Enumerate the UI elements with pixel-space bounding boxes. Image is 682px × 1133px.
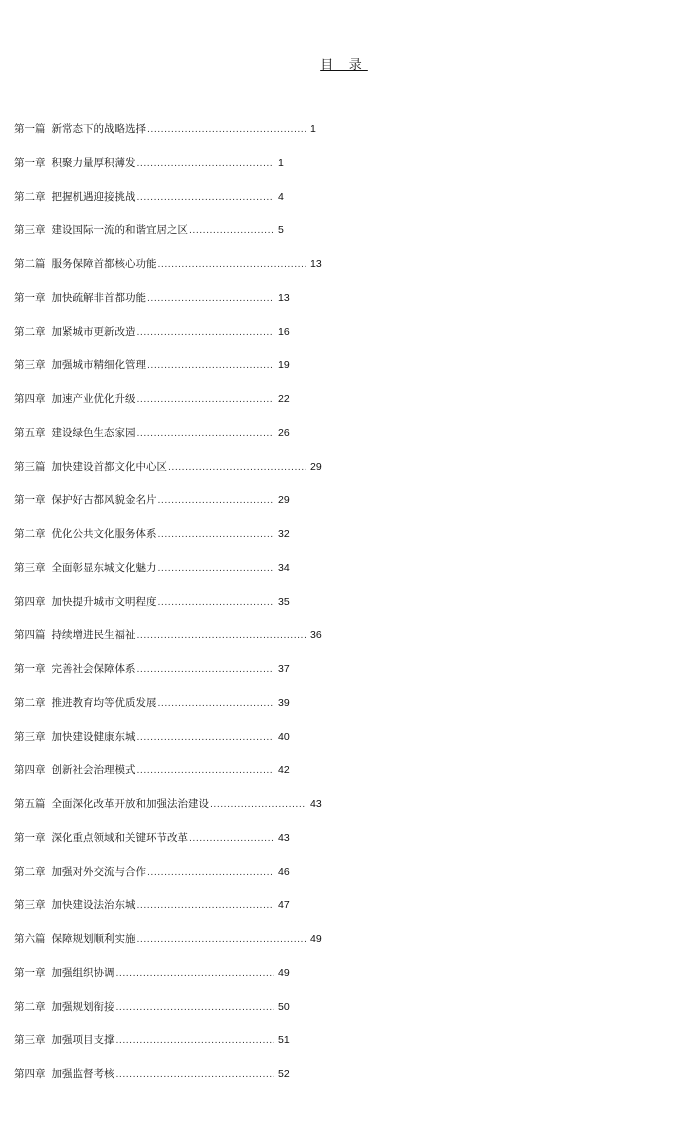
toc-chapter-entry[interactable] [14, 594, 322, 628]
toc-entry-label [14, 256, 306, 271]
toc-entry-page: 49 [278, 966, 290, 979]
toc-entry-page: 46 [278, 865, 290, 878]
toc-entry-number: 第二章 [14, 190, 46, 203]
toc-entry-text: 新常态下的战略选择 [51, 123, 146, 135]
dot-leader [116, 967, 275, 979]
toc-chapter-entry[interactable] [14, 830, 322, 864]
toc-entry-number: 第三章 [14, 1034, 46, 1047]
toc-entry-label [14, 189, 274, 204]
toc-entry-text: 加快建设健康东城 [51, 730, 136, 743]
toc-entry-text: 服务保障首都核心功能 [51, 258, 157, 270]
toc-entry-number: 第二章 [14, 528, 46, 540]
toc-entry-number: 第一章 [14, 156, 46, 169]
toc-part-entry[interactable] [14, 459, 322, 493]
toc-chapter-entry[interactable] [14, 155, 322, 189]
dot-leader [158, 258, 307, 270]
dot-leader [116, 1068, 275, 1080]
dot-leader [116, 1034, 275, 1046]
dot-leader [147, 123, 306, 135]
toc-entry-text: 加强监督考核 [51, 1068, 115, 1080]
toc-entry-page: 1 [278, 156, 284, 169]
toc-chapter-entry[interactable] [14, 492, 322, 526]
toc-entry-text: 加速产业优化升级 [51, 393, 136, 405]
toc-entry-page: 52 [278, 1068, 290, 1080]
toc-entry-page: 49 [310, 933, 322, 945]
toc-entry-number: 第一章 [14, 291, 46, 304]
toc-entry-label [14, 155, 274, 170]
toc-chapter-entry[interactable] [14, 391, 322, 425]
toc-entry-page: 32 [278, 528, 290, 540]
toc-entry-label [14, 594, 274, 609]
toc-entry-page: 29 [310, 460, 322, 473]
toc-entry-page: 29 [278, 494, 290, 507]
toc-entry-label [14, 1066, 274, 1081]
toc-entry-number: 第三章 [14, 730, 46, 743]
toc-entry-number: 第三章 [14, 561, 46, 574]
toc-entry-text: 加强组织协调 [51, 966, 115, 979]
dot-leader [116, 1001, 275, 1013]
toc-entry-page: 47 [278, 899, 290, 912]
toc-entry-page: 35 [278, 595, 290, 608]
dot-leader [137, 899, 275, 911]
toc-entry-text: 加快建设法治东城 [51, 899, 136, 912]
toc-entry-text: 积聚力量厚积薄发 [51, 156, 136, 169]
toc-chapter-entry[interactable] [14, 324, 322, 358]
toc-entry-page: 34 [278, 561, 290, 574]
toc-entry-page: 19 [278, 359, 290, 372]
toc-chapter-entry[interactable] [14, 695, 322, 729]
dot-leader [147, 866, 274, 878]
toc-entry-page: 13 [278, 291, 290, 304]
toc-entry-text: 全面深化改革开放和加强法治建设 [51, 798, 209, 810]
dot-leader [137, 933, 307, 945]
toc-entry-label [14, 965, 274, 980]
toc-entry-label [14, 1032, 274, 1047]
dot-leader [137, 731, 275, 743]
toc-entry-number: 第一章 [14, 663, 46, 675]
toc-entry-text: 推进教育均等优质发展 [51, 696, 157, 709]
toc-entry-page: 51 [278, 1034, 290, 1047]
toc-chapter-entry[interactable] [14, 897, 322, 931]
toc-entry-number: 第二章 [14, 325, 46, 338]
toc-entry-label [14, 864, 274, 879]
toc-entry-page: 26 [278, 426, 290, 439]
toc-entry-number: 第三章 [14, 899, 46, 912]
dot-leader [158, 494, 275, 506]
toc-entry-label [14, 627, 306, 642]
toc-part-entry[interactable] [14, 796, 322, 830]
toc-entry-label [14, 222, 274, 237]
toc-entry-text: 把握机遇迎接挑战 [51, 190, 136, 203]
toc-chapter-entry[interactable] [14, 965, 322, 999]
toc-entry-label [14, 830, 274, 845]
toc-entry-page: 4 [278, 190, 284, 203]
toc-entry-label [14, 695, 274, 710]
dot-leader [158, 562, 275, 574]
dot-leader [168, 461, 306, 473]
toc-entry-number: 第五章 [14, 426, 46, 439]
toc-entry-label [14, 290, 274, 305]
toc-entry-page: 50 [278, 1000, 290, 1013]
toc-chapter-entry[interactable] [14, 357, 322, 391]
toc-entry-number: 第三章 [14, 224, 46, 237]
toc-entry-text: 保护好古都风貌金名片 [51, 494, 157, 507]
table-of-contents [14, 121, 322, 1100]
dot-leader [137, 629, 307, 641]
dot-leader [137, 157, 275, 169]
toc-entry-text: 加强规划衔接 [51, 1000, 115, 1013]
toc-entry-label [14, 762, 274, 777]
toc-part-entry[interactable] [14, 256, 322, 290]
toc-chapter-entry[interactable] [14, 222, 322, 256]
toc-entry-page: 43 [278, 831, 290, 844]
toc-entry-label [14, 526, 274, 541]
toc-entry-label [14, 796, 306, 811]
toc-entry-number: 第一章 [14, 966, 46, 979]
toc-entry-number: 第二篇 [14, 258, 46, 270]
toc-entry-text: 完善社会保障体系 [51, 663, 136, 675]
toc-entry-number: 第四章 [14, 393, 46, 405]
toc-entry-page: 16 [278, 325, 290, 338]
dot-leader [137, 326, 275, 338]
toc-entry-label [14, 999, 274, 1014]
toc-entry-page: 42 [278, 764, 290, 777]
dot-leader [158, 697, 275, 709]
toc-entry-number: 第一章 [14, 494, 46, 507]
toc-chapter-entry[interactable] [14, 1066, 322, 1100]
dot-leader [147, 359, 274, 371]
toc-chapter-entry[interactable] [14, 762, 322, 796]
dot-leader [137, 764, 275, 776]
toc-entry-text: 建设绿色生态家园 [51, 426, 136, 439]
toc-entry-label [14, 324, 274, 339]
toc-entry-page: 5 [278, 224, 284, 237]
toc-entry-number: 第三章 [14, 359, 46, 372]
toc-entry-page: 13 [310, 258, 322, 270]
toc-entry-page: 39 [278, 696, 290, 709]
toc-entry-number: 第三篇 [14, 460, 46, 473]
toc-entry-page: 36 [310, 629, 322, 642]
toc-entry-label [14, 357, 274, 372]
toc-entry-text: 加强对外交流与合作 [51, 865, 146, 878]
toc-entry-number: 第四章 [14, 764, 46, 777]
toc-chapter-entry[interactable] [14, 999, 322, 1033]
toc-entry-text: 保障规划顺利实施 [51, 933, 136, 945]
toc-chapter-entry[interactable] [14, 189, 322, 223]
dot-leader [137, 427, 275, 439]
toc-entry-page: 22 [278, 393, 290, 405]
toc-entry-label [14, 459, 306, 474]
toc-chapter-entry[interactable] [14, 560, 322, 594]
dot-leader [137, 191, 275, 203]
toc-entry-text: 加强城市精细化管理 [51, 359, 146, 372]
dot-leader [147, 292, 274, 304]
toc-entry-page: 37 [278, 663, 290, 675]
toc-entry-number: 第四章 [14, 595, 46, 608]
toc-entry-label [14, 391, 274, 406]
toc-chapter-entry[interactable] [14, 864, 322, 898]
toc-entry-page: 1 [310, 123, 316, 135]
toc-entry-text: 加快建设首都文化中心区 [51, 460, 167, 473]
toc-entry-label [14, 729, 274, 744]
toc-entry-text: 全面彰显东城文化魅力 [51, 561, 157, 574]
toc-entry-number: 第六篇 [14, 933, 46, 945]
toc-chapter-entry[interactable] [14, 425, 322, 459]
toc-chapter-entry[interactable] [14, 1032, 322, 1066]
toc-entry-text: 加紧城市更新改造 [51, 325, 136, 338]
toc-entry-label [14, 897, 274, 912]
toc-title: 目 录 [320, 57, 368, 72]
toc-entry-label [14, 492, 274, 507]
toc-entry-text: 创新社会治理模式 [51, 764, 136, 777]
toc-entry-label [14, 121, 306, 136]
dot-leader [137, 663, 275, 675]
dot-leader [189, 224, 274, 236]
dot-leader [137, 393, 275, 405]
toc-chapter-entry[interactable] [14, 729, 322, 763]
toc-entry-number: 第二章 [14, 696, 46, 709]
toc-entry-text: 持续增进民生福祉 [51, 629, 136, 642]
toc-entry-number: 第一篇 [14, 123, 46, 135]
toc-entry-number: 第四章 [14, 1068, 46, 1080]
toc-entry-number: 第五篇 [14, 798, 46, 810]
toc-entry-number: 第一章 [14, 831, 46, 844]
toc-entry-text: 加快疏解非首都功能 [51, 291, 146, 304]
toc-chapter-entry[interactable] [14, 526, 322, 560]
toc-entry-text: 建设国际一流的和谐宜居之区 [51, 224, 188, 237]
toc-entry-label [14, 661, 274, 676]
toc-entry-text: 加强项目支撑 [51, 1034, 115, 1047]
toc-entry-number: 第四篇 [14, 629, 46, 642]
dot-leader [189, 832, 274, 844]
dot-leader [210, 798, 306, 810]
toc-entry-page: 40 [278, 730, 290, 743]
toc-entry-text: 优化公共文化服务体系 [51, 528, 157, 540]
toc-entry-number: 第二章 [14, 1000, 46, 1013]
toc-chapter-entry[interactable] [14, 290, 322, 324]
toc-part-entry[interactable] [14, 121, 322, 155]
toc-entry-page: 43 [310, 798, 322, 810]
toc-chapter-entry[interactable] [14, 661, 322, 695]
toc-entry-label [14, 425, 274, 440]
toc-entry-number: 第二章 [14, 865, 46, 878]
toc-part-entry[interactable] [14, 627, 322, 661]
dot-leader [158, 596, 275, 608]
toc-entry-text: 深化重点领域和关键环节改革 [51, 831, 188, 844]
dot-leader [158, 528, 275, 540]
toc-part-entry[interactable] [14, 931, 322, 965]
toc-entry-text: 加快提升城市文明程度 [51, 595, 157, 608]
toc-entry-label [14, 560, 274, 575]
toc-entry-label [14, 931, 306, 946]
